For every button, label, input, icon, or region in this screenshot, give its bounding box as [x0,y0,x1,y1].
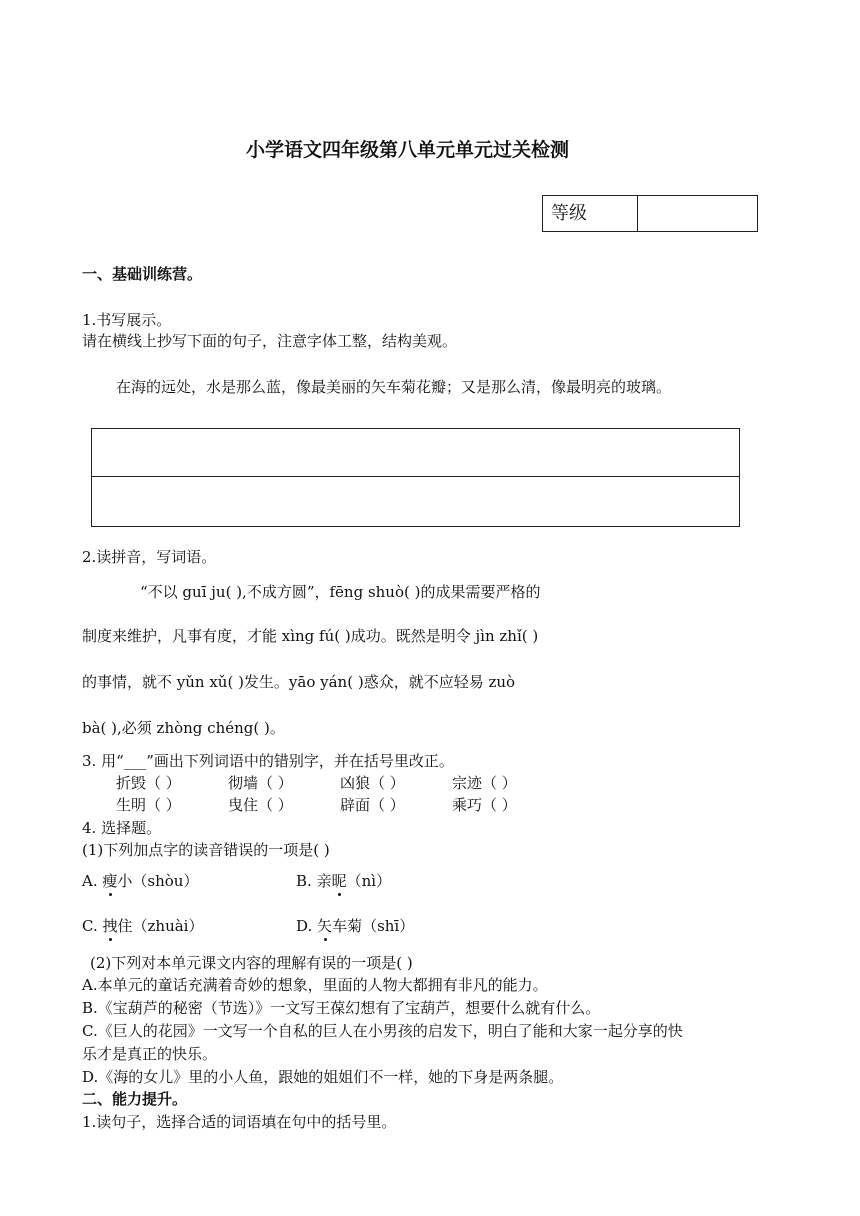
q3-row-1 [116,773,517,793]
dotted-char: 昵 [331,872,347,890]
q3-instruction-text: ”画出下列词语中的错别字，并在括号里改正。 [146,752,454,770]
option-letter: B. [296,872,312,890]
q3-blank-mark: ___ [123,752,147,770]
dotted-char: 矢 [317,917,333,935]
q4-1-option-d [296,916,414,936]
option-text: 小（shòu） [117,872,199,890]
q4-2-option-b: B.《宝葫芦的秘密（节选）》一文写王葆幻想有了宝葫芦，想要什么就有什么。 [82,999,601,1017]
q3-word: 生明（ ） [116,796,181,814]
q3-word: 曳住（ ） [228,796,293,814]
q2-line-1: “不以 guī ju( ),不成方圆”，fēng shuò( )的成果需要严格的 [140,583,541,601]
q3-number: 3. 用“ [82,752,124,770]
q3-instruction [82,751,454,771]
q4-1-option-a [82,871,198,891]
q1-number: 1.书写展示。 [82,311,172,329]
q4-1-question: (1)下列加点字的读音错误的一项是( ) [82,841,330,859]
q3-word: 凶狼（ ） [340,774,405,792]
q4-number: 4. 选择题。 [82,819,162,837]
q3-word: 彻墙（ ） [228,774,293,792]
grade-table [542,195,758,232]
dotted-char: 瘦 [102,872,118,890]
q2-line-4: bà( ),必须 zhòng chéng( )。 [82,719,285,737]
dotted-char: 拽 [102,917,118,935]
handwriting-box[interactable] [91,428,740,527]
q4-1-option-c [82,916,203,936]
q3-row-2 [116,795,517,815]
q3-word: 折毁（ ） [116,774,181,792]
handwriting-divider [92,476,739,477]
option-text: （nì） [346,872,392,890]
grade-label: 等级 [543,196,638,231]
q1-instruction: 请在横线上抄写下面的句子，注意字体工整，结构美观。 [82,332,458,350]
option-text: 车菊（shī） [332,917,415,935]
option-letter: D. [296,917,313,935]
section1-heading: 一、基础训练营。 [82,265,203,283]
q4-2-option-d: D.《海的女儿》里的小人鱼，跟她的姐姐们不一样，她的下身是两条腿。 [82,1068,564,1086]
q4-2-option-a: A.本单元的童话充满着奇妙的想象，里面的人物大都拥有非凡的能力。 [82,976,548,994]
p1-instruction: 1.读句子，选择合适的词语填在句中的括号里。 [82,1113,397,1131]
q3-word: 辟面（ ） [340,796,405,814]
page-title: 小学语文四年级第八单元单元过关检测 [246,139,570,161]
q4-2-option-c: C.《巨人的花园》一文写一个自私的巨人在小男孩的启发下，明白了能和大家一起分享的快 [82,1022,683,1040]
q2-line-3: 的事情，就不 yǔn xǔ( )发生。yāo yán( )惑众，就不应轻易 zuò [82,673,516,691]
q4-2-option-c-cont: 乐才是真正的快乐。 [82,1045,218,1063]
q4-1-option-b [296,871,391,891]
section2-heading: 二、能力提升。 [82,1090,188,1108]
option-text: 亲 [316,872,332,890]
q2-number: 2.读拼音，写词语。 [82,548,217,566]
q1-sentence: 在海的远处，水是那么蓝，像最美丽的矢车菊花瓣；又是那么清，像最明亮的玻璃。 [116,378,672,396]
option-letter: C. [82,917,98,935]
option-text: 住（zhuài） [117,917,204,935]
option-letter: A. [82,872,98,890]
q3-word: 乘巧（ ） [452,796,517,814]
q2-line-2: 制度来维护，凡事有度，才能 xìng fú( )成功。既然是明令 jìn zhǐ( ) [82,627,539,645]
q3-word: 宗迹（ ） [452,774,517,792]
q4-2-question: (2)下列对本单元课文内容的理解有误的一项是( ) [90,954,413,972]
grade-value-field[interactable] [639,196,757,231]
